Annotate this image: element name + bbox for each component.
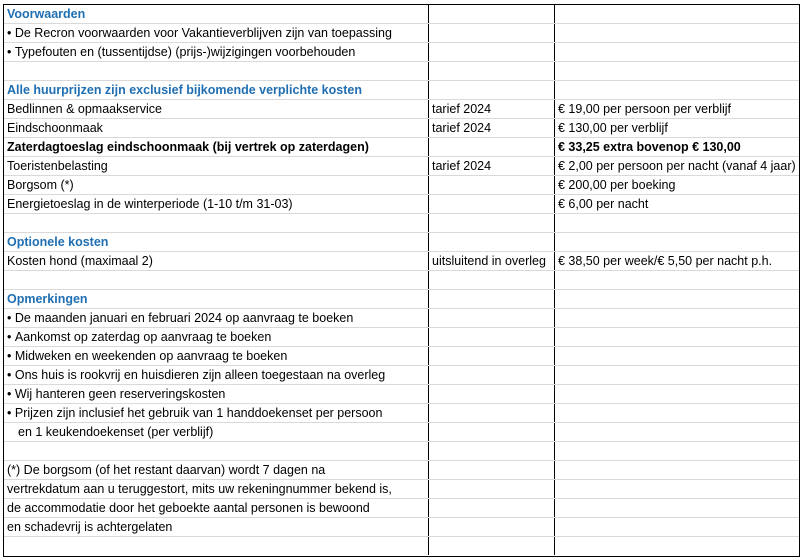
cell-c[interactable] (554, 43, 799, 61)
cell-a[interactable]: • De Recron voorwaarden voor Vakantieverblijven zijn van toepassing (4, 24, 428, 42)
cell-b[interactable] (428, 195, 554, 213)
cell-c[interactable] (554, 480, 799, 498)
cell-a[interactable]: en schadevrij is achtergelaten (7, 520, 173, 534)
cell-a[interactable]: Energietoeslag in de winterperiode (1-10 t/m 31-03) (7, 197, 293, 211)
cell-a[interactable] (4, 537, 428, 555)
cell-b[interactable] (428, 233, 554, 251)
cell-c[interactable] (554, 233, 799, 251)
cell-c[interactable] (554, 347, 799, 365)
cell-b[interactable] (428, 138, 554, 156)
cell-b[interactable] (428, 537, 554, 555)
sheet-row (4, 138, 799, 157)
cell-a[interactable]: • De maanden januari en februari 2024 op aanvraag te boeken (4, 309, 428, 327)
section-heading[interactable]: Voorwaarden (7, 7, 86, 21)
sheet-row (4, 328, 799, 347)
cell-c[interactable] (554, 214, 799, 232)
sheet-row (4, 499, 799, 518)
cell-a[interactable]: Eindschoonmaak (7, 121, 103, 135)
cell-a[interactable] (4, 62, 428, 80)
cell-b[interactable] (428, 404, 554, 422)
cell-c[interactable] (554, 81, 799, 99)
cell-b[interactable] (428, 5, 554, 23)
cell-b[interactable] (428, 214, 554, 232)
cell-b[interactable] (428, 271, 554, 289)
cell-c[interactable]: € 38,50 per week/€ 5,50 per nacht p.h. (554, 252, 799, 270)
cell-b[interactable]: uitsluitend in overleg (428, 252, 554, 270)
cell-b[interactable]: tarief 2024 (428, 119, 554, 137)
sheet-row (4, 119, 799, 138)
cell-b[interactable] (428, 62, 554, 80)
sheet-row (4, 24, 799, 43)
cell-b[interactable] (428, 176, 554, 194)
cell-c[interactable] (554, 24, 799, 42)
cell-c[interactable] (554, 518, 799, 536)
sheet-row (4, 404, 799, 423)
sheet-row (4, 157, 799, 176)
cell-c[interactable] (554, 461, 799, 479)
sheet-row (4, 271, 799, 290)
sheet-row (4, 461, 799, 480)
sheet-row (4, 347, 799, 366)
sheet-row (4, 442, 799, 461)
sheet-row (4, 537, 799, 556)
cell-b[interactable]: tarief 2024 (428, 157, 554, 175)
cell-b[interactable] (428, 461, 554, 479)
sheet-row (4, 290, 799, 309)
cell-c[interactable] (554, 537, 799, 555)
cell-a[interactable]: en 1 keukendoekenset (per verblijf) (18, 425, 214, 439)
section-heading[interactable]: Optionele kosten (7, 235, 109, 249)
cell-b[interactable] (428, 518, 554, 536)
cell-c[interactable]: € 200,00 per boeking (554, 176, 799, 194)
section-heading[interactable]: Opmerkingen (7, 292, 88, 306)
cell-a[interactable]: • Wij hanteren geen reserveringskosten (4, 385, 428, 403)
sheet-row (4, 100, 799, 119)
conditions-sheet (3, 4, 800, 557)
sheet-row (4, 480, 799, 499)
cell-b[interactable] (428, 81, 554, 99)
cell-c[interactable] (554, 62, 799, 80)
cell-b[interactable] (428, 423, 554, 441)
cell-a[interactable] (4, 442, 428, 460)
cell-b[interactable] (428, 328, 554, 346)
cell-a[interactable]: Kosten hond (maximaal 2) (7, 254, 153, 268)
sheet-row (4, 62, 799, 81)
cell-a[interactable] (4, 271, 428, 289)
cell-a[interactable]: de accommodatie door het geboekte aantal personen is bewoond (7, 501, 370, 515)
cell-c[interactable] (554, 271, 799, 289)
cell-c[interactable]: € 2,00 per persoon per nacht (vanaf 4 jaar) (554, 157, 799, 175)
cell-a[interactable]: • Typefouten en (tussentijdse) (prijs-)wijzigingen voorbehouden (4, 43, 428, 61)
cell-b[interactable] (428, 290, 554, 308)
cell-a[interactable]: • Midweken en weekenden op aanvraag te boeken (4, 347, 428, 365)
cell-a[interactable]: (*) De borgsom (of het restant daarvan) wordt 7 dagen na (7, 463, 326, 477)
cell-a[interactable]: • Ons huis is rookvrij en huisdieren zijn alleen toegestaan na overleg (4, 366, 428, 384)
cell-b[interactable] (428, 499, 554, 517)
sheet-row (4, 5, 799, 24)
section-heading[interactable]: Alle huurprijzen zijn exclusief bijkomende verplichte kosten (7, 83, 362, 97)
cell-c[interactable] (554, 385, 799, 403)
sheet-row (4, 252, 799, 271)
sheet-row (4, 233, 799, 252)
sheet-row (4, 385, 799, 404)
sheet-row (4, 81, 799, 100)
cell-c[interactable]: € 33,25 extra bovenop € 130,00 (554, 138, 799, 156)
cell-a[interactable] (4, 214, 428, 232)
cell-b[interactable] (428, 24, 554, 42)
cell-c[interactable] (554, 366, 799, 384)
sheet-row (4, 176, 799, 195)
sheet-row (4, 214, 799, 233)
cell-b[interactable] (428, 309, 554, 327)
cell-a[interactable]: Borgsom (*) (7, 178, 74, 192)
cell-c[interactable] (554, 5, 799, 23)
cell-c[interactable]: € 19,00 per persoon per verblijf (554, 100, 799, 118)
cell-c[interactable] (554, 442, 799, 460)
sheet-row (4, 518, 799, 537)
cell-c[interactable] (554, 404, 799, 422)
sheet-row (4, 309, 799, 328)
cell-a[interactable]: • Aankomst op zaterdag op aanvraag te boeken (4, 328, 428, 346)
cell-b[interactable] (428, 385, 554, 403)
cell-b[interactable] (428, 43, 554, 61)
cell-c[interactable] (554, 499, 799, 517)
cell-b[interactable] (428, 442, 554, 460)
cell-c[interactable] (554, 290, 799, 308)
cell-c[interactable]: € 6,00 per nacht (554, 195, 799, 213)
sheet-row (4, 423, 799, 442)
cell-b[interactable]: tarief 2024 (428, 100, 554, 118)
sheet-row (4, 366, 799, 385)
cell-c[interactable] (554, 328, 799, 346)
cell-c[interactable]: € 130,00 per verblijf (554, 119, 799, 137)
cell-a[interactable]: • Prijzen zijn inclusief het gebruik van 1 handdoekenset per persoon (4, 404, 428, 422)
cell-a[interactable]: Bedlinnen & opmaakservice (7, 102, 162, 116)
sheet-row (4, 195, 799, 214)
cell-b[interactable] (428, 366, 554, 384)
cell-a[interactable]: vertrekdatum aan u teruggestort, mits uw rekeningnummer bekend is, (7, 482, 392, 496)
cell-b[interactable] (428, 347, 554, 365)
cell-c[interactable] (554, 423, 799, 441)
cell-b[interactable] (428, 480, 554, 498)
sheet-row (4, 43, 799, 62)
cell-a[interactable]: Toeristenbelasting (7, 159, 108, 173)
cell-a[interactable]: Zaterdagtoeslag eindschoonmaak (bij vertrek op zaterdagen) (7, 140, 369, 154)
cell-c[interactable] (554, 309, 799, 327)
